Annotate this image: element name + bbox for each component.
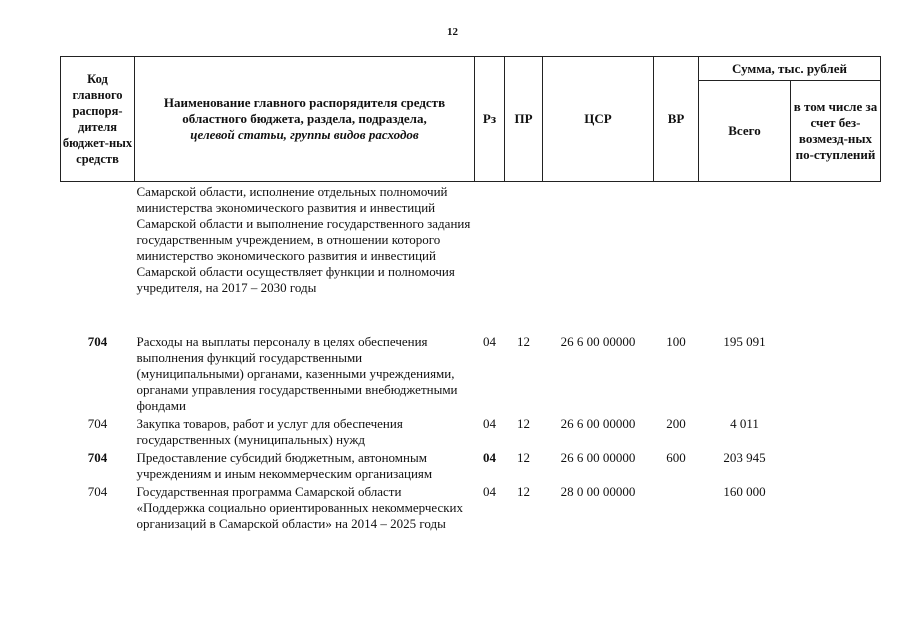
total-cell: 160 000 (723, 483, 766, 499)
header-rz: Рз (475, 57, 505, 182)
budget-table-container (60, 56, 880, 532)
header-name (135, 57, 475, 182)
table-row (61, 332, 881, 414)
grant-cell (791, 448, 881, 482)
rz-cell: 04 (483, 415, 496, 431)
rz-cell: 04 (483, 483, 496, 499)
pr-cell: 12 (517, 449, 530, 465)
rz-cell (475, 182, 505, 332)
csr-cell: 26 6 00 00000 (560, 333, 636, 349)
total-cell (699, 182, 791, 332)
vr-cell: 200 (666, 415, 686, 431)
code-cell (61, 182, 135, 332)
csr-cell (543, 182, 654, 332)
pr-cell (505, 182, 543, 332)
header-csr: ЦСР (543, 57, 654, 182)
csr-cell: 26 6 00 00000 (560, 449, 636, 465)
rz-cell: 04 (483, 333, 496, 349)
grant-cell (791, 182, 881, 332)
name-cell: Государственная программа Самарской области «Поддержка социально ориентированных некоммерческих организаций в Самарской области» на 2014 – 2025 годы (136, 483, 463, 531)
header-sum-group: Сумма, тыс. рублей (699, 57, 881, 81)
header-pr: ПР (505, 57, 543, 182)
table-row (61, 414, 881, 448)
grant-cell (791, 482, 881, 532)
pr-cell: 12 (517, 333, 530, 349)
csr-cell: 28 0 00 00000 (560, 483, 636, 499)
header-total: Всего (699, 81, 791, 182)
code-cell: 704 (87, 415, 108, 431)
total-cell: 195 091 (723, 333, 766, 349)
header-name-line2: областного бюджета, раздела, подраздела, (182, 111, 427, 126)
budget-table (60, 56, 881, 532)
header-name-line3: целевой статьи, группы видов расходов (190, 127, 419, 142)
grant-cell (791, 414, 881, 448)
table-header (61, 57, 881, 182)
total-cell: 4 011 (730, 415, 759, 431)
table-row (61, 448, 881, 482)
vr-cell: 600 (666, 449, 686, 465)
name-cell: Расходы на выплаты персоналу в целях обеспечения выполнения функций государственными (муниципальными) органами, казенными учреждениями, органами управления государственными внебюджетными фондами (136, 333, 458, 413)
header-name-line1: Наименование главного распорядителя средств (163, 95, 446, 110)
table-row (61, 182, 881, 332)
vr-cell (654, 182, 699, 332)
table-body (61, 182, 881, 532)
vr-cell: 100 (666, 333, 686, 349)
pr-cell: 12 (517, 483, 530, 499)
code-cell: 704 (87, 333, 108, 349)
name-cell: Предоставление субсидий бюджетным, автономным учреждениям и иным некоммерческим организациям (136, 449, 433, 481)
vr-cell (654, 482, 699, 532)
grant-cell (791, 332, 881, 414)
name-cell: Закупка товаров, работ и услуг для обеспечения государственных (муниципальных) нужд (136, 415, 403, 447)
name-cell: Самарской области, исполнение отдельных полномочий министерства экономического развития и инвестиций Самарской области и выполнение государственного задания государственным учреждением, в отношении которого министерство экономического развития и инвестиций Самарской области осуществляет функции и полномочия учредителя, на 2017 – 2030 годы (136, 184, 471, 295)
table-row (61, 482, 881, 532)
header-vr: ВР (654, 57, 699, 182)
header-code: Код главного распоря-дителя бюджет-ных средств (61, 57, 135, 182)
total-cell: 203 945 (723, 449, 766, 465)
page-number: 12 (447, 26, 458, 38)
rz-cell: 04 (483, 449, 496, 465)
code-cell: 704 (87, 483, 108, 499)
header-grant: в том числе за счет без-возмезд-ных по-ступлений (791, 81, 881, 182)
code-cell: 704 (87, 449, 108, 465)
csr-cell: 26 6 00 00000 (560, 415, 636, 431)
pr-cell: 12 (517, 415, 530, 431)
